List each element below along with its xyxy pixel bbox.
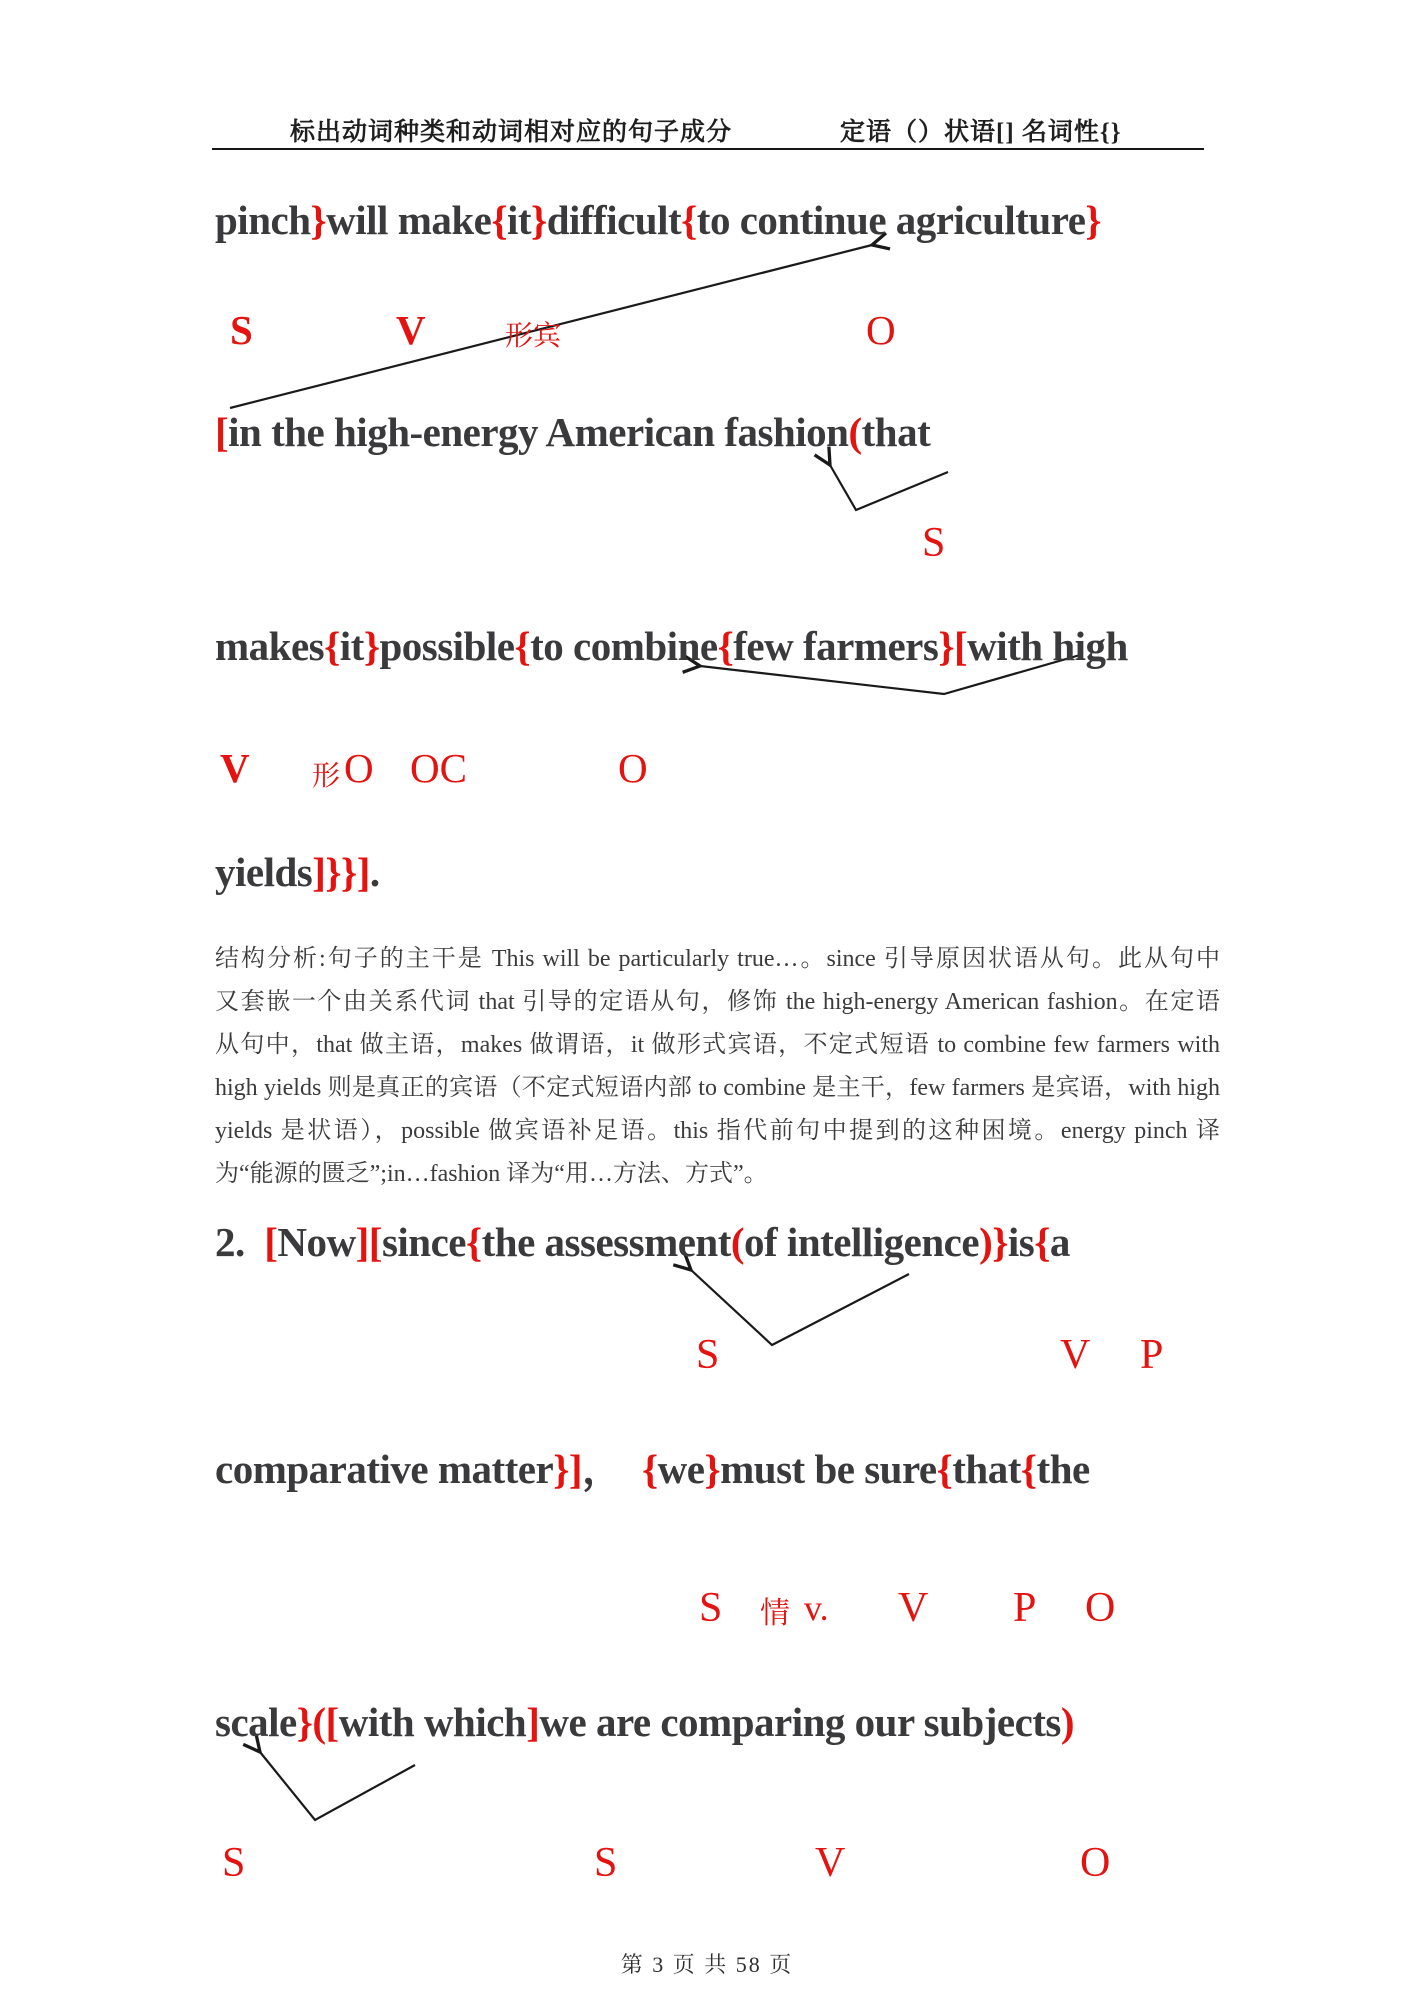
bracket-mark: }	[704, 1446, 721, 1492]
sentence-text: to combine	[530, 623, 718, 669]
sentence-text: to continue agriculture	[696, 197, 1086, 243]
label-o-3: O	[618, 745, 648, 791]
label-s-1: S	[230, 307, 253, 353]
sentence-text: makes	[215, 623, 325, 669]
bracket-mark: {	[681, 197, 697, 243]
label-o-4: O	[1085, 1585, 1116, 1631]
bracket-mark: }	[531, 197, 547, 243]
bracket-mark: {	[642, 1446, 658, 1492]
label-xingbin: 形宾	[505, 321, 562, 352]
sentence-text: ，	[582, 1446, 643, 1492]
sentence-text: yields	[215, 849, 313, 895]
label-xing: 形	[312, 761, 341, 792]
header-left-title: 标出动词种类和动词相对应的句子成分	[290, 119, 733, 146]
sentence-text: the	[1036, 1446, 1090, 1492]
label-v-1: V	[396, 307, 426, 353]
sentence-text: 2.	[215, 1219, 265, 1265]
sentence-text: .	[369, 849, 380, 895]
label-o-5: O	[1080, 1840, 1111, 1886]
sentence-text: that	[952, 1446, 1021, 1492]
bracket-mark: )}	[979, 1219, 1008, 1265]
paragraph-line: 又套嵌一个由关系代词 that 引导的定语从句，修饰 the high-energy American fashion。在定语	[215, 989, 1220, 1015]
bracket-mark: (	[848, 409, 862, 455]
line-comparative	[215, 1445, 1090, 1494]
paragraph-line: high yields 则是真正的宾语（不定式短语内部 to combine 是主干，few farmers 是宾语，with high	[215, 1075, 1220, 1101]
sentence-text: the assessment	[481, 1219, 731, 1265]
sentence-text: with high	[967, 623, 1128, 669]
label-v-3: V	[1060, 1332, 1091, 1378]
sentence-text: scale	[215, 1699, 297, 1745]
line-scale	[215, 1698, 1074, 1747]
bracket-mark: ][	[355, 1219, 382, 1265]
label-s-3: S	[696, 1332, 720, 1378]
bracket-mark: {	[936, 1446, 953, 1492]
sentence-text: we	[657, 1446, 705, 1492]
bracket-mark: }]	[553, 1446, 583, 1492]
sentence-text: it	[339, 623, 364, 669]
label-o-2: O	[344, 745, 374, 791]
bracket-mark: (	[730, 1219, 745, 1265]
sentence-text: in the high-energy American fashion	[228, 409, 849, 455]
sentence-text: possible	[379, 623, 515, 669]
bracket-mark: )	[1060, 1699, 1075, 1745]
bracket-mark: [	[215, 409, 229, 455]
line-fashion	[215, 408, 930, 457]
label-s-5: S	[222, 1840, 246, 1886]
label-oc-1: OC	[410, 745, 467, 791]
bracket-mark: ]}}]	[312, 849, 370, 895]
bracket-mark: {	[1034, 1219, 1050, 1265]
label-p-2: P	[1013, 1585, 1037, 1631]
arrow-assessment-subject	[691, 1270, 909, 1345]
label-s-6: S	[594, 1840, 618, 1886]
bracket-mark: }	[363, 623, 380, 669]
bracket-mark: {	[491, 197, 507, 243]
label-p-1: P	[1140, 1332, 1164, 1378]
label-v-4: V	[898, 1585, 929, 1631]
bracket-mark: ]	[526, 1699, 540, 1745]
line-makes	[215, 622, 1128, 671]
sentence-text: of intelligence	[744, 1219, 980, 1265]
sentence-text: since	[381, 1219, 466, 1265]
sentence-text: difficult	[546, 197, 682, 243]
line-pinch	[215, 196, 1101, 245]
arrow-fashion-antecedent	[830, 465, 948, 510]
label-v-dot: v.	[804, 1588, 829, 1628]
header-legend: 定语（）状语[] 名词性{}	[840, 119, 1122, 146]
sentence-text: pinch	[215, 197, 311, 243]
label-v-5: V	[815, 1840, 846, 1886]
page-footer: 第 3 页 共 58 页	[620, 1952, 794, 1977]
label-s-2: S	[922, 520, 946, 566]
line-yields	[215, 848, 380, 897]
sentence-text: we are comparing our subjects	[539, 1699, 1061, 1745]
paragraph-line: 为“能源的匮乏”;in…fashion 译为“用…方法、方式”。	[215, 1161, 768, 1187]
bracket-mark: {	[717, 623, 734, 669]
bracket-mark: {	[465, 1219, 482, 1265]
sentence-text: Now	[277, 1219, 356, 1265]
bracket-mark: {	[324, 623, 340, 669]
header-rule	[212, 148, 1204, 150]
sentence-text: a	[1049, 1219, 1070, 1265]
bracket-mark: [	[264, 1219, 278, 1265]
bracket-mark: }[	[938, 623, 968, 669]
bracket-mark: {	[514, 623, 531, 669]
paragraph-line: 从句中，that 做主语，makes 做谓语，it 做形式宾语，不定式短语 to combine few farmers with	[215, 1032, 1220, 1058]
sentence-text: is	[1007, 1219, 1035, 1265]
sentence-text: must be sure	[720, 1446, 937, 1492]
label-qing: 情	[760, 1597, 790, 1630]
sentence-text: that	[861, 409, 931, 455]
sentence-text: comparative matter	[215, 1446, 554, 1492]
paragraph-line: 结构分析:句子的主干是 This will be particularly true…。since 引导原因状语从句。此从句中	[215, 946, 1220, 972]
label-s-4: S	[699, 1585, 723, 1631]
paragraph-line: yields 是状语），possible 做宾语补足语。this 指代前句中提到的这种困境。energy pinch 译	[215, 1118, 1220, 1144]
line-now-since	[215, 1218, 1070, 1267]
sentence-text: few farmers	[733, 623, 939, 669]
bracket-mark: {	[1020, 1446, 1037, 1492]
label-o-1: O	[866, 307, 896, 353]
bracket-mark: }	[1085, 197, 1102, 243]
bracket-mark: }	[310, 197, 327, 243]
sentence-text: with which	[338, 1699, 527, 1745]
analysis-paragraph	[215, 938, 1220, 1196]
sentence-text: will make	[326, 197, 492, 243]
arrow-scale-antecedent	[260, 1752, 415, 1820]
bracket-mark: }([	[296, 1699, 339, 1745]
label-v-2: V	[220, 745, 250, 791]
sentence-text: it	[507, 197, 532, 243]
